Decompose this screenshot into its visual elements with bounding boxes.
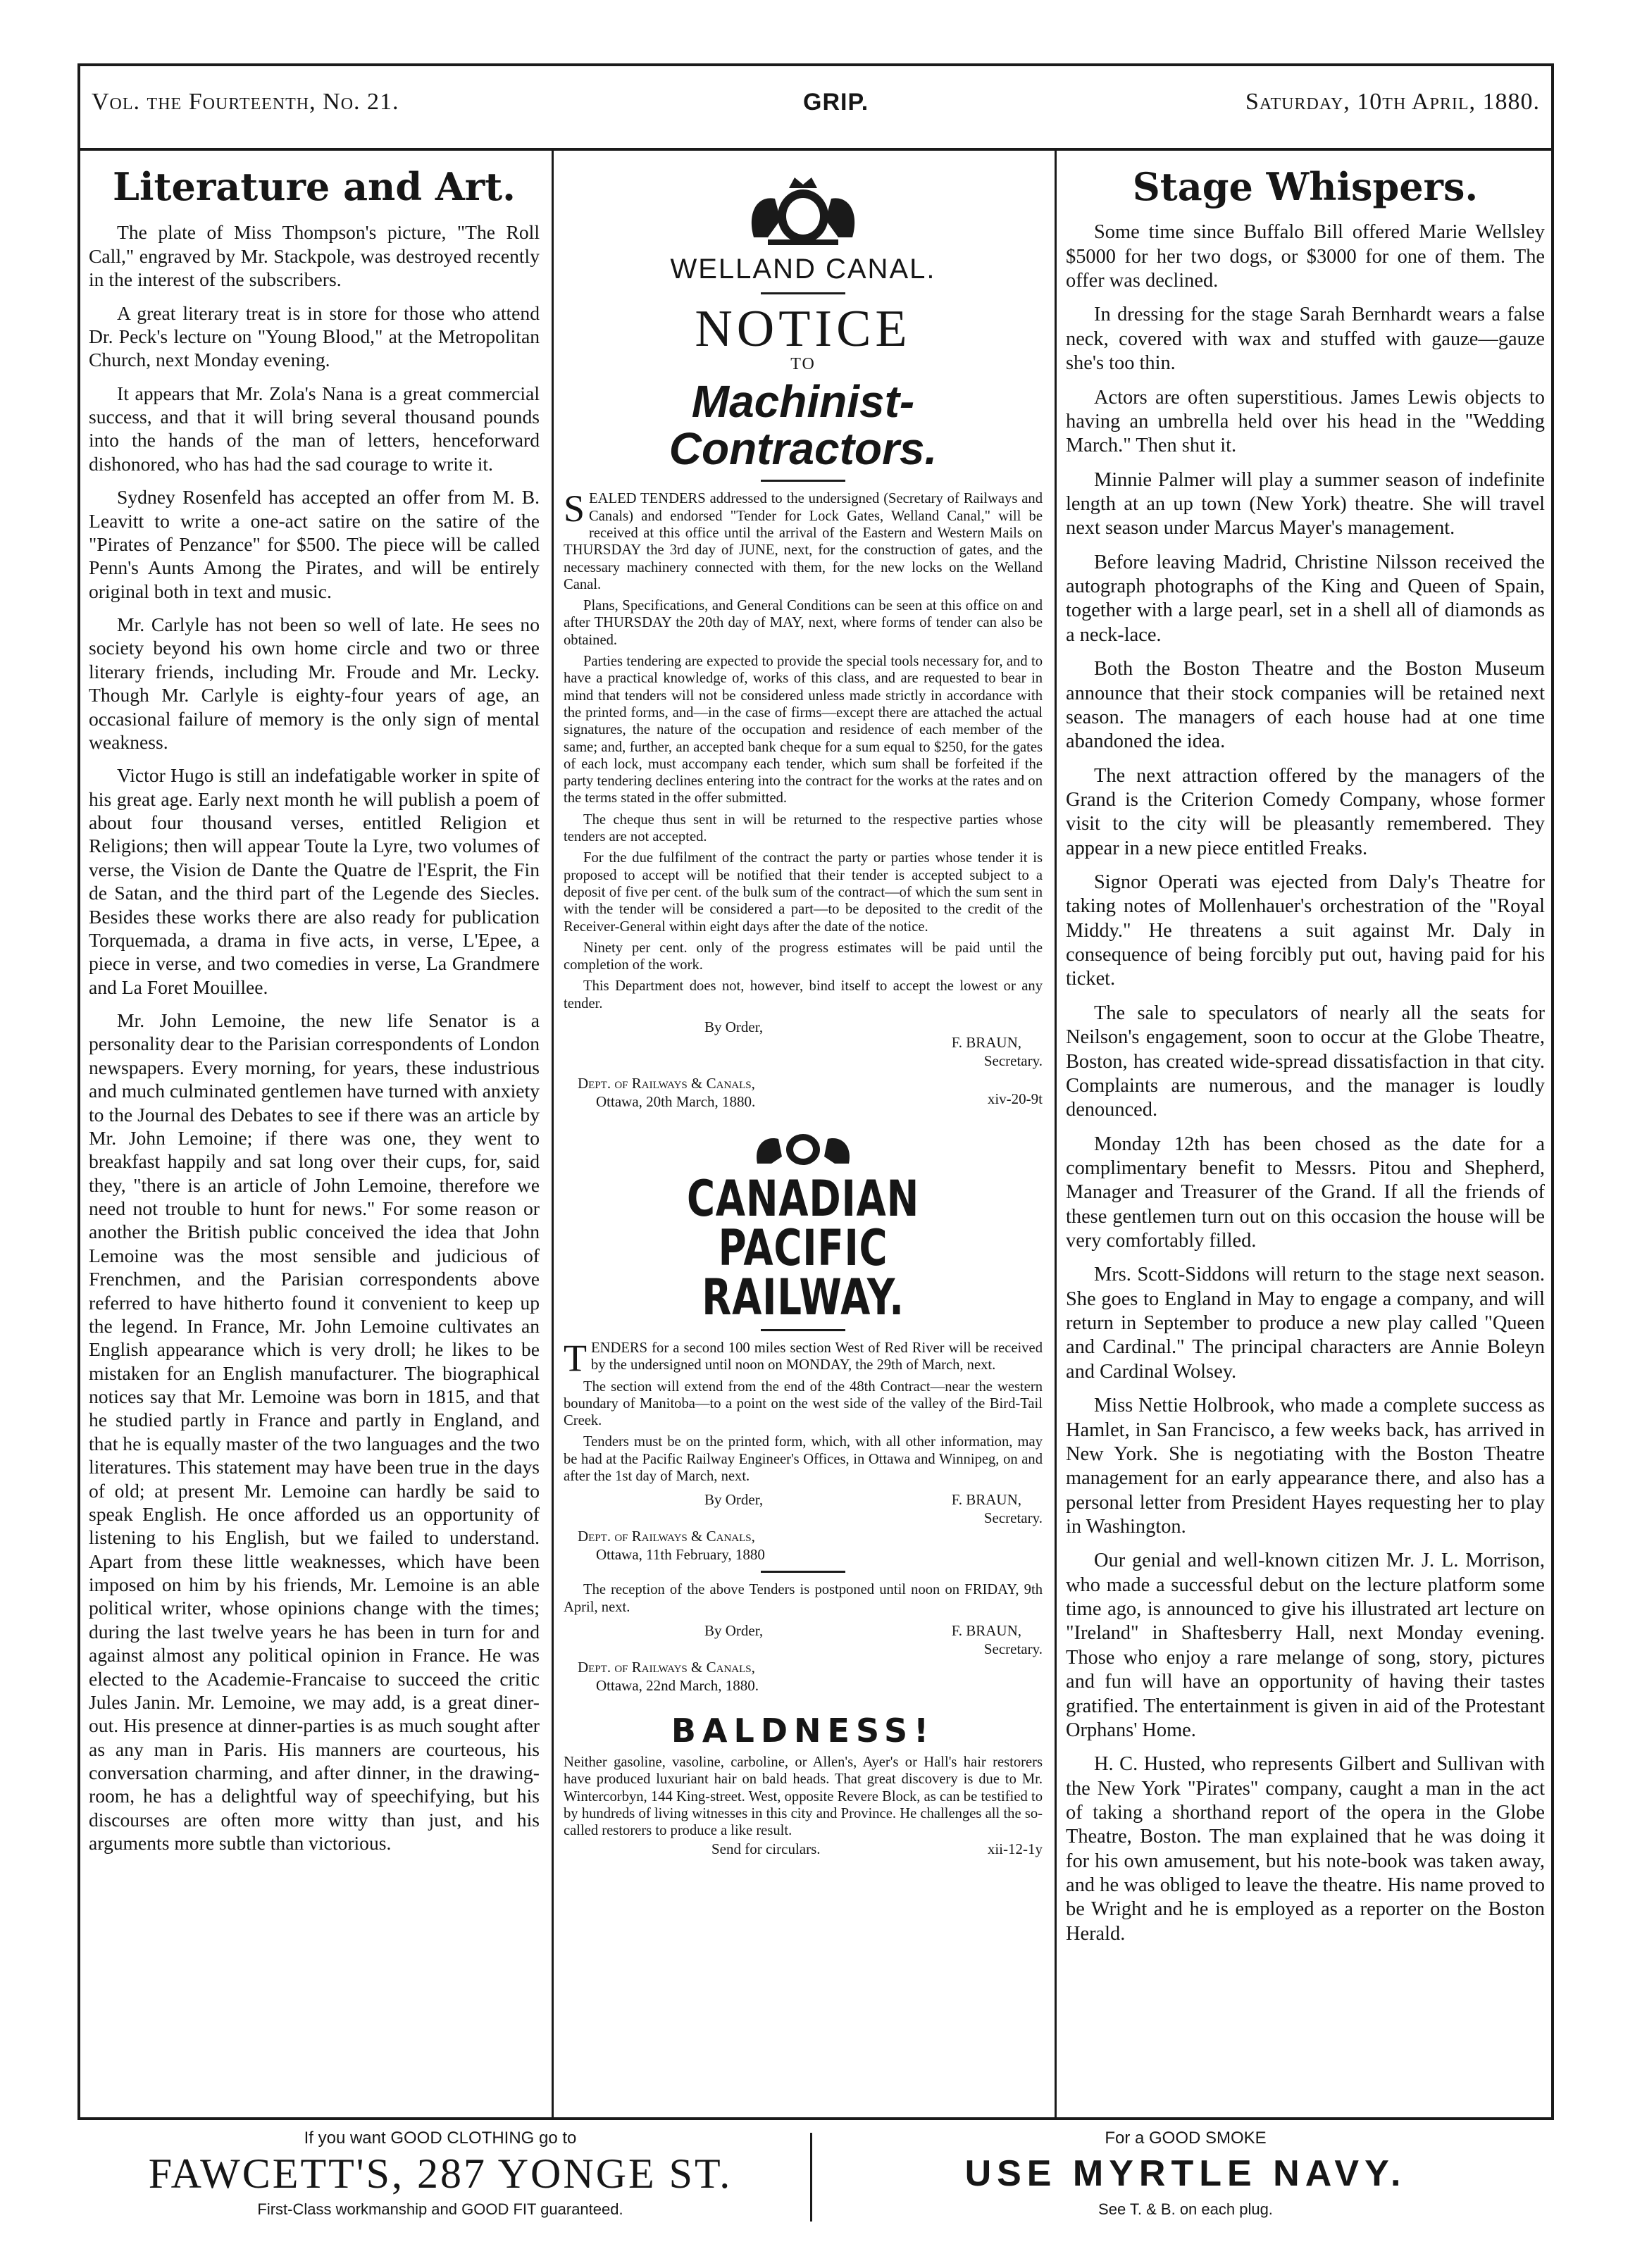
stage-paragraph: Mrs. Scott-Siddons will return to the stage next season. She goes to England in May to engage a company, and will return in September to produce a new play called "Queen and Cardinal." The principal characters are Annie Boleyn and Cardinal Wolsey. bbox=[1066, 1264, 1545, 1383]
column-divider-left bbox=[552, 151, 554, 2120]
ad-code: xii-12-1y bbox=[987, 1840, 1043, 1858]
tender-paragraph: SEALED TENDERS addressed to the undersigned (Secretary of Railways and Canals) and endorsed "Tender for Lock Gates, Welland Canal," will be received at this office until the arrival of the Eastern and Western Mails on THURSDAY the 3rd day of JUNE, next, for the construction of gates, and the necessary machinery connected with them, for the new locks on the Welland Canal. bbox=[564, 487, 1043, 592]
stage-paragraph: Miss Nettie Holbrook, who made a complete success as Hamlet, in San Francisco, a few weeks back, has arrived in New York. She is negotiating with the Boston Theatre management for an early appearance there, and also has a personal letter from President Hayes requesting her to play in Washington. bbox=[1066, 1395, 1545, 1538]
stage-paragraph: The sale to speculators of nearly all the seats for Neilson's engagement, soon to occur at the Globe Theatre, Boston, has created wide-spread dissatisfaction in that city. Complaints are numerous, and the manager is loudly denounced. bbox=[1066, 1002, 1545, 1121]
literature-paragraph: A great literary treat is in store for those who attend Dr. Peck's lecture on "Young Blood," at the Metropolitan Church, next Monday evening. bbox=[89, 301, 540, 371]
tender-paragraph: For the due fulfilment of the contract the party or parties whose tender it is proposed to accept will be notified that their tender is accepted subject to a deposit of five per cent. of the bulk sum of the contract—of which the sum sent in with the tender will be considered a part—to be deposited to the credit of the Receiver-General within eight days after the date of the notice. bbox=[564, 850, 1043, 935]
literature-paragraph: Victor Hugo is still an indefatigable worker in spite of his great age. Early next month he will publish a poem of about four thousand verses, entitled Religion et Religions; then will appear Toute la Lyre, two volumes of verse, the Vision de Dante the Quatre de l'Esprit, the Fin de Satan, and the third part of the Legende des Siecles. Besides these works there are also ready for publication Torquemada, a drama in five acts, in verse, L'Epee, a piece in verse, and two comedies in verse, La Grandmere and La Foret Mouillee. bbox=[89, 764, 540, 998]
header-rule bbox=[77, 148, 1554, 151]
stage-paragraph: Minnie Palmer will play a summer season of indefinite length at an up town (New York) theatre. She will travel next season under Marcus Mayer's management. bbox=[1066, 468, 1545, 540]
literature-heading: Literature and Art. bbox=[113, 164, 516, 209]
signer-name: F. BRAUN, bbox=[951, 1491, 1021, 1509]
welland-signature bbox=[564, 1018, 1043, 1116]
by-order: By Order, bbox=[704, 1621, 764, 1639]
masthead bbox=[92, 85, 1540, 134]
stage-column bbox=[1066, 162, 1545, 2099]
tender-paragraph: The cheque thus sent in will be returned to the respective parties whose tenders are not accepted. bbox=[564, 811, 1043, 845]
divider bbox=[761, 292, 845, 294]
dated: Ottawa, 20th March, 1880. bbox=[596, 1092, 756, 1110]
cpr-paragraph: TENDERS for a second 100 miles section West of Red River will be received by the undersigned until noon on MONDAY, the 29th of March, next. bbox=[564, 1336, 1043, 1379]
postponement-signature bbox=[564, 1621, 1043, 1695]
tender-paragraph: Ninety per cent. only of the progress estimates will be paid until the completion of the work. bbox=[564, 940, 1043, 973]
welland-canal-title: WELLAND CANAL. bbox=[670, 254, 936, 285]
signer-role: Secretary. bbox=[983, 1052, 1043, 1069]
stage-paragraph: In dressing for the stage Sarah Bernhardt wears a false neck, covered with wax and stuffed with gauze—gauze she's too thin. bbox=[1066, 304, 1545, 375]
cpr-paragraph: The section will extend from the end of the 48th Contract—near the western boundary of Manitoba—to a point on the west side of the valley of the Bird-Tail Creek. bbox=[564, 1378, 1043, 1429]
royal-crest-icon bbox=[726, 170, 881, 248]
cpr-title: CANADIAN PACIFIC RAILWAY. bbox=[686, 1169, 920, 1326]
notice-subject: Machinist-Contractors. bbox=[669, 376, 938, 475]
publication-title: GRIP. bbox=[803, 89, 869, 116]
baldness-title: BALDNESS! bbox=[671, 1711, 935, 1750]
literature-paragraph: The plate of Miss Thompson's picture, "The Roll Call," engraved by Mr. Stackpole, was destroyed recently in the interest of the subscribers. bbox=[89, 221, 540, 291]
signer-name: F. BRAUN, bbox=[951, 1621, 1021, 1639]
myrtle-navy-ad: USE MYRTLE NAVY. bbox=[964, 2153, 1407, 2194]
stage-paragraph: Before leaving Madrid, Christine Nilsson received the autograph photographs of the King and Queen of Spain, together with a large pearl, set in a shell all of diamonds as a neck-lace. bbox=[1066, 551, 1545, 646]
column-divider-right bbox=[1055, 151, 1057, 2120]
baldness-text: Neither gasoline, vasoline, carboline, or Allen's, Ayer's or Hall's hair restorers have produced luxuriant hair on bald heads. That great discovery is due to Mr. Wintercorbyn, 144 King-street. West, opposite Revere Block, as can be testified to by hundreds of living witnesses in this city and Province. He challenges all the so-called restorers to produce a like result. bbox=[564, 1754, 1043, 1839]
by-order: By Order, bbox=[704, 1018, 764, 1035]
divider bbox=[761, 1329, 845, 1331]
smoke-tagline: For a GOOD SMOKE bbox=[1105, 2129, 1267, 2148]
signer-role: Secretary. bbox=[983, 1509, 1043, 1527]
dated: Ottawa, 22nd March, 1880. bbox=[596, 1676, 759, 1694]
small-crest-icon bbox=[743, 1125, 863, 1167]
department: Dept. of Railways & Canals, bbox=[578, 1074, 755, 1092]
notice-to: TO bbox=[790, 355, 816, 373]
literature-paragraph: It appears that Mr. Zola's Nana is a great commercial success, and that it will bring several thousand pounds into the hands of the man of letters, henceforward dishonored, who has had the sad courage to write it. bbox=[89, 382, 540, 475]
literature-paragraph: Mr. John Lemoine, the new life Senator is a personality dear to the Parisian correspondents of London newspapers. Every morning, for years, these industrious and much culminated gentlemen have turned with anxiety to the Journal des Debates to see if there was an article by Mr. John Lemoine; if there was one, they went to breakfast happily and sat long over their cups, for, said they, "there is an article of John Lemoine, therefore we need not trouble to hunt for news." For some reason or another the British public conceived the idea that John Lemoine was the most sensible and judicious of Frenchmen, and the Parisian correspondents above referred to have hitherto found it convenient to keep up the legend. In France, Mr. John Lemoine cultivates an English appearance which is very droll; he likes to be mistaken for an English manufacturer. The biographical notices say that Mr. Lemoine was born in 1815, and that he studied partly in France and partly in England, and that he is equally master of the two languages and the two literatures. This statement may have been true in the days of old; at present Mr. Lemoine can hardly be said to speak English. He once afforded us an opportunity of listening to his English, but we failed to understand. Apart from these little weaknesses, which have been imposed on him by his friends, Mr. Lemoine is an able political writer, whose opinions change with the times; during the last twelve years he has been in turn for and against almost any political opinion in France. He was elected to the Academie-Francaise to succeed the critic Jules Janin. Mr. Lemoine, we may add, is a great diner-out. His presence at dinner-parties is as much sought after as any man in Paris. His manners are courteous, his conversation charming, and after dinner, in the drawing-room, he has a delightful way of speechifying, but his discourses are often more witty than just, and his arguments more subtle than victorious. bbox=[89, 1009, 540, 1855]
ad-code: xiv-20-9t bbox=[987, 1090, 1043, 1107]
send-for-circulars: Send for circulars. bbox=[711, 1840, 821, 1858]
stage-paragraph: H. C. Husted, who represents Gilbert and Sullivan with the New York "Pirates" company, caught a man in the act of taking a shorthand report of the opera in the Globe Theatre, Boston. The man explained that he was doing it for his own amusement, but his note-book was taken away, and he was obliged to leave the theatre. His name proved to be Wright and he is employed as a reporter on the Boston Herald. bbox=[1066, 1753, 1545, 1945]
stage-heading: Stage Whispers. bbox=[1132, 164, 1479, 209]
stage-paragraph: The next attraction offered by the managers of the Grand is the Criterion Comedy Company, whose former visit to the city will be pleasantly remembered. They appear in a new piece entitled Freaks. bbox=[1066, 764, 1545, 859]
signer-role: Secretary. bbox=[983, 1640, 1043, 1657]
notice-heading: NOTICE bbox=[695, 300, 912, 358]
stage-paragraph: Our genial and well-known citizen Mr. J. L. Morrison, who made a successful debut on the lecture platform some time ago, is announced to give his illustrated art lecture on "Ireland" in Shaftesberry Hall, next Monday evening. Those who enjoy a rare melange of song, story, pictures and fun will have an opportunity of having their tastes gratified. The entertainment is given in aid of the Protestant Orphans' Home. bbox=[1066, 1550, 1545, 1741]
baldness-footer bbox=[564, 1839, 1043, 1860]
volume-number: Vol. the Fourteenth, No. 21. bbox=[92, 89, 399, 115]
literature-paragraph: Mr. Carlyle has not been so well of late. He sees no society beyond his own home circle and two or three literary friends, including Mr. Froude and Mr. Lecky. Though Mr. Carlyle is eighty-four years of age, an occasional failure of memory is the only sign of mental weakness. bbox=[89, 613, 540, 753]
tender-paragraph: Plans, Specifications, and General Conditions can be seen at this office on and after THURSDAY the 20th day of MAY, next, where forms of tender can also be obtained. bbox=[564, 598, 1043, 648]
literature-paragraph: Sydney Rosenfeld has accepted an offer from M. B. Leavitt to write a one-act satire on the satire of the "Pirates of Penzance" for $500. The piece will be called Penn's Aunts Among the Pirates, and will be entirely original both in text and music. bbox=[89, 486, 540, 602]
dated: Ottawa, 11th February, 1880 bbox=[596, 1546, 765, 1564]
postponement-notice: The reception of the above Tenders is postponed until noon on FRIDAY, 9th April, next. bbox=[564, 1582, 1043, 1615]
tender-paragraph: This Department does not, however, bind itself to accept the lowest or any tender. bbox=[564, 978, 1043, 1011]
stage-paragraph: Monday 12th has been chosed as the date for a complimentary benefit to Messrs. Pitou and Shepherd, Manager and Treasurer of the Grand. If all the friends of these gentlemen turn out on this occasion the house will be very comfortably filled. bbox=[1066, 1133, 1545, 1252]
stage-paragraph: Some time since Buffalo Bill offered Marie Wellsley $5000 for her two dogs, or $3000 for one of them. The offer was declined. bbox=[1066, 221, 1545, 292]
divider bbox=[761, 480, 845, 482]
by-order: By Order, bbox=[704, 1491, 764, 1509]
department: Dept. of Railways & Canals, bbox=[578, 1658, 755, 1676]
department: Dept. of Railways & Canals, bbox=[578, 1528, 755, 1545]
issue-date: Saturday, 10th April, 1880. bbox=[1245, 89, 1540, 115]
advertisements-column bbox=[564, 162, 1043, 2099]
cpr-signature bbox=[564, 1490, 1043, 1564]
footer-ads bbox=[77, 2124, 1554, 2230]
signer-name: F. BRAUN, bbox=[951, 1033, 1021, 1051]
tender-paragraph: Parties tendering are expected to provide the special tools necessary for, and to have a practical knowledge of, works of this class, and are requested to bear in mind that tenders will not be considered unless made strictly in accordance with the printed forms, and—in the case of firms—except there are attached the actual signatures, the nature of the occupation and residence of each member of the same; and, further, an accepted bank cheque for a sum equal to $250, for the gates of each lock, must accompany each tender, which sum shall be forfeited if the party tendering declines entering into the contract for the works at the rates and on the terms stated in the offer submitted. bbox=[564, 654, 1043, 806]
cpr-paragraph: Tenders must be on the printed form, which, with all other information, may be had at the Pacific Railway Engineer's Offices, in Ottawa and Winnipeg, on and after the 1st day of March, next. bbox=[564, 1434, 1043, 1485]
stage-paragraph: Signor Operati was ejected from Daly's Theatre for taking notes of Mollenhauer's orchestration of the "Royal Middy." He threatens a suit against Mr. Daly in consequence of being forcibly put out, having paid for his ticket. bbox=[1066, 871, 1545, 990]
footer-divider bbox=[810, 2133, 812, 2222]
divider bbox=[761, 1571, 845, 1573]
literature-column bbox=[89, 162, 540, 2099]
clothing-tagline: If you want GOOD CLOTHING go to bbox=[304, 2129, 577, 2148]
stage-paragraph: Both the Boston Theatre and the Boston Museum announce that their stock companies will be retained next season. The managers of each house had at one time abandoned the idea. bbox=[1066, 658, 1545, 753]
myrtle-navy-subline: See T. & B. on each plug. bbox=[1098, 2200, 1273, 2218]
fawcetts-subline: First-Class workmanship and GOOD FIT guaranteed. bbox=[257, 2200, 623, 2218]
fawcetts-ad: FAWCETT'S, 287 YONGE ST. bbox=[148, 2150, 733, 2197]
stage-paragraph: Actors are often superstitious. James Lewis objects to having an umbrella held over his head in the "Wedding March." Then shut it. bbox=[1066, 386, 1545, 457]
